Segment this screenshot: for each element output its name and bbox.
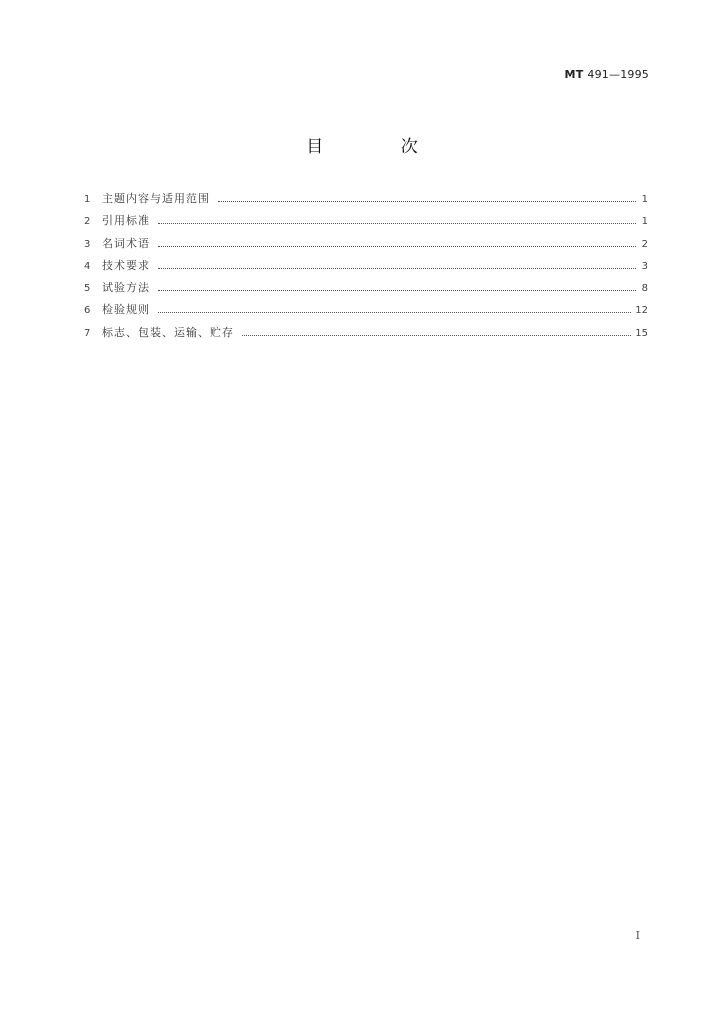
toc-item-number: 4 [84, 260, 91, 272]
toc-item[interactable] [84, 237, 648, 259]
toc-item-number: 1 [84, 194, 91, 205]
toc-item-number: 2 [84, 216, 91, 228]
toc-item-page: 1 [641, 194, 648, 205]
toc-leader-dots [158, 312, 631, 313]
toc-item-label: 名词术语 [102, 236, 150, 250]
toc-item-page: 8 [641, 283, 648, 295]
toc-item-number: 5 [84, 283, 91, 295]
toc-leader-dots [158, 223, 636, 224]
document-code [565, 68, 649, 81]
toc-item[interactable] [84, 214, 648, 236]
standard-prefix: MT [564, 68, 584, 81]
toc-item-number: 6 [84, 305, 91, 317]
toc-item-label: 主题内容与适用范围 [102, 192, 210, 205]
toc-leader-dots [158, 246, 636, 247]
toc-item[interactable] [84, 259, 648, 281]
toc-item-label: 技术要求 [102, 258, 150, 272]
toc-item[interactable] [84, 303, 648, 325]
toc-item-label: 引用标准 [102, 214, 150, 228]
toc-item-label: 标志、包装、运输、贮存 [102, 325, 234, 339]
toc-item-number: 7 [84, 327, 91, 339]
toc-item[interactable] [84, 281, 648, 303]
page-number: I [635, 929, 640, 942]
table-of-contents [84, 192, 648, 348]
standard-number: 491—1995 [587, 68, 649, 81]
toc-item-page: 15 [635, 327, 648, 339]
toc-item-label: 试验方法 [102, 281, 150, 295]
toc-item-page: 1 [641, 216, 648, 228]
toc-item[interactable] [84, 326, 648, 348]
toc-leader-dots [242, 335, 631, 336]
toc-item-label: 检验规则 [102, 303, 150, 317]
toc-item-page: 12 [635, 305, 648, 317]
toc-leader-dots [218, 201, 636, 202]
toc-leader-dots [158, 290, 636, 291]
toc-item[interactable] [84, 192, 648, 214]
page-title: 目 次 [306, 137, 454, 157]
toc-leader-dots [158, 268, 636, 269]
toc-item-page: 3 [641, 260, 648, 272]
toc-item-number: 3 [84, 238, 91, 250]
toc-item-page: 2 [641, 238, 648, 250]
